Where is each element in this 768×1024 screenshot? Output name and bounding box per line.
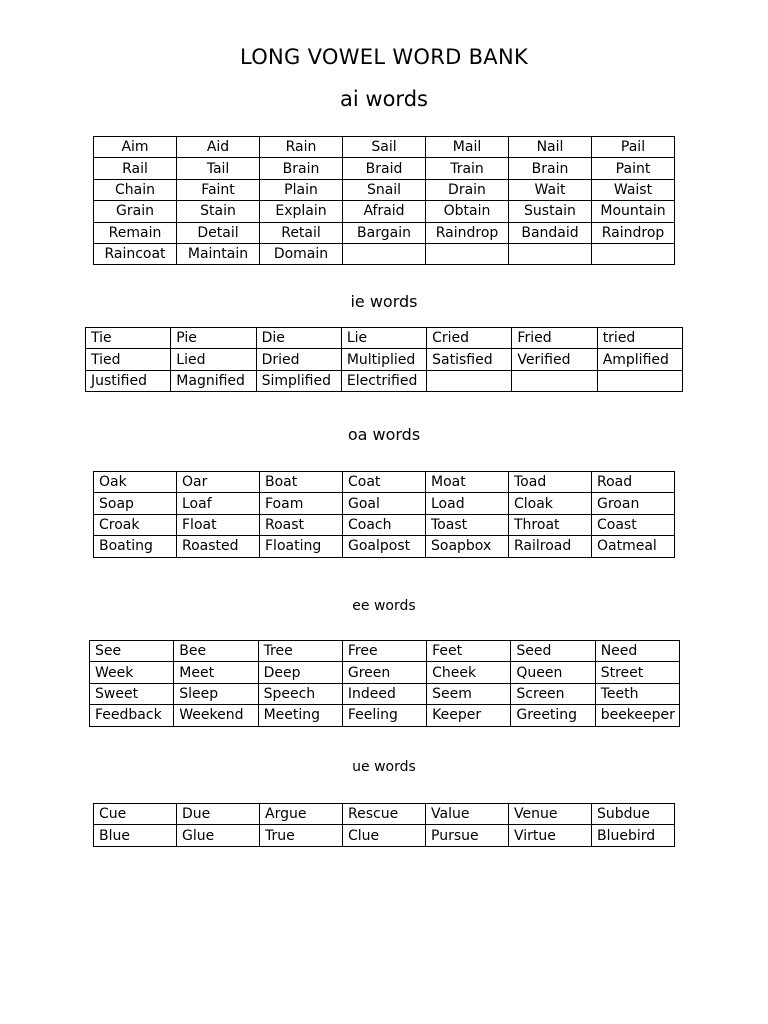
word-cell: Screen xyxy=(511,683,595,704)
word-cell: Domain xyxy=(260,243,343,264)
word-cell: Explain xyxy=(260,201,343,222)
word-cell: Dried xyxy=(256,349,341,370)
word-cell: Detail xyxy=(177,222,260,243)
ie-words-heading: ie words xyxy=(350,292,418,311)
word-cell xyxy=(343,243,426,264)
word-cell: Indeed xyxy=(342,683,426,704)
word-cell: Goalpost xyxy=(343,536,426,557)
word-cell: Boat xyxy=(260,472,343,493)
word-cell: Bandaid xyxy=(509,222,592,243)
table-row xyxy=(94,222,675,243)
word-cell: Magnified xyxy=(171,370,256,391)
word-cell: Pail xyxy=(592,137,675,158)
word-cell: Croak xyxy=(94,514,177,535)
ie-words-table xyxy=(85,327,683,392)
word-cell xyxy=(597,370,682,391)
word-cell: Load xyxy=(426,493,509,514)
table-row xyxy=(94,243,675,264)
word-cell: Virtue xyxy=(509,825,592,846)
table-row xyxy=(86,349,683,370)
word-cell: Tail xyxy=(177,158,260,179)
word-cell: Amplified xyxy=(597,349,682,370)
word-cell: Road xyxy=(592,472,675,493)
word-cell: Sustain xyxy=(509,201,592,222)
word-cell: True xyxy=(260,825,343,846)
word-cell: Cheek xyxy=(427,662,511,683)
word-cell: Argue xyxy=(260,804,343,825)
word-cell xyxy=(512,370,597,391)
word-cell: Bargain xyxy=(343,222,426,243)
word-cell: Afraid xyxy=(343,201,426,222)
word-cell: Remain xyxy=(94,222,177,243)
word-cell: Braid xyxy=(343,158,426,179)
table-row xyxy=(94,137,675,158)
word-cell: Retail xyxy=(260,222,343,243)
table-row xyxy=(90,705,680,726)
word-cell: Railroad xyxy=(509,536,592,557)
word-cell: Tree xyxy=(258,641,342,662)
word-cell: Street xyxy=(595,662,679,683)
word-cell: Cried xyxy=(427,328,512,349)
word-cell: Raindrop xyxy=(426,222,509,243)
ue-words-table xyxy=(93,803,675,847)
word-cell: Foam xyxy=(260,493,343,514)
table-row xyxy=(94,201,675,222)
word-cell: Subdue xyxy=(592,804,675,825)
word-cell: Greeting xyxy=(511,705,595,726)
table-row xyxy=(86,370,683,391)
word-cell: Justified xyxy=(86,370,171,391)
word-cell: Faint xyxy=(177,179,260,200)
word-cell: Bluebird xyxy=(592,825,675,846)
word-cell: Green xyxy=(342,662,426,683)
word-cell: Cloak xyxy=(509,493,592,514)
word-cell xyxy=(509,243,592,264)
word-cell: Deep xyxy=(258,662,342,683)
table-row xyxy=(90,683,680,704)
word-cell: Mountain xyxy=(592,201,675,222)
word-cell: Die xyxy=(256,328,341,349)
word-cell: Drain xyxy=(426,179,509,200)
word-cell: Glue xyxy=(177,825,260,846)
word-cell: Lied xyxy=(171,349,256,370)
word-cell: Grain xyxy=(94,201,177,222)
word-cell: Raindrop xyxy=(592,222,675,243)
word-cell: Lie xyxy=(341,328,426,349)
word-cell xyxy=(592,243,675,264)
word-cell: Wait xyxy=(509,179,592,200)
word-cell: Sweet xyxy=(90,683,174,704)
word-cell: Oar xyxy=(177,472,260,493)
ue-words-heading: ue words xyxy=(352,759,416,775)
word-cell: Groan xyxy=(592,493,675,514)
word-cell: Feet xyxy=(427,641,511,662)
word-cell: Value xyxy=(426,804,509,825)
word-cell: tried xyxy=(597,328,682,349)
word-cell: Maintain xyxy=(177,243,260,264)
word-cell: Clue xyxy=(343,825,426,846)
word-cell: Boating xyxy=(94,536,177,557)
word-cell: Keeper xyxy=(427,705,511,726)
word-cell: Venue xyxy=(509,804,592,825)
word-cell: Brain xyxy=(260,158,343,179)
word-cell: Teeth xyxy=(595,683,679,704)
page-title: LONG VOWEL WORD BANK xyxy=(239,45,529,69)
word-cell: Meet xyxy=(174,662,258,683)
ai-words-table xyxy=(93,136,675,265)
table-row xyxy=(90,641,680,662)
table-row xyxy=(90,662,680,683)
word-cell: Electrified xyxy=(341,370,426,391)
word-cell: Chain xyxy=(94,179,177,200)
word-cell: Simplified xyxy=(256,370,341,391)
word-cell: Due xyxy=(177,804,260,825)
word-cell: Throat xyxy=(509,514,592,535)
word-cell: Oak xyxy=(94,472,177,493)
word-cell: Roast xyxy=(260,514,343,535)
word-cell: Snail xyxy=(343,179,426,200)
word-cell: Train xyxy=(426,158,509,179)
word-cell: Floating xyxy=(260,536,343,557)
word-cell: Week xyxy=(90,662,174,683)
word-cell: Soap xyxy=(94,493,177,514)
word-cell: Weekend xyxy=(174,705,258,726)
word-cell: Speech xyxy=(258,683,342,704)
word-cell: Sleep xyxy=(174,683,258,704)
word-cell: Seem xyxy=(427,683,511,704)
table-row xyxy=(94,158,675,179)
word-cell: Toast xyxy=(426,514,509,535)
word-cell: Seed xyxy=(511,641,595,662)
table-row xyxy=(86,328,683,349)
word-cell: Rail xyxy=(94,158,177,179)
word-cell: Blue xyxy=(94,825,177,846)
word-cell: Float xyxy=(177,514,260,535)
word-cell: Bee xyxy=(174,641,258,662)
ai-words-heading: ai words xyxy=(340,87,428,111)
word-cell: beekeeper xyxy=(595,705,679,726)
word-cell: Tie xyxy=(86,328,171,349)
oa-words-table xyxy=(93,471,675,558)
word-cell: Loaf xyxy=(177,493,260,514)
table-row xyxy=(94,472,675,493)
table-row xyxy=(94,179,675,200)
word-cell: Need xyxy=(595,641,679,662)
word-cell: Goal xyxy=(343,493,426,514)
word-cell: Mail xyxy=(426,137,509,158)
word-cell: Sail xyxy=(343,137,426,158)
word-cell: Roasted xyxy=(177,536,260,557)
word-cell: See xyxy=(90,641,174,662)
word-cell: Moat xyxy=(426,472,509,493)
word-cell: Stain xyxy=(177,201,260,222)
word-cell: Nail xyxy=(509,137,592,158)
word-cell: Rescue xyxy=(343,804,426,825)
word-cell: Toad xyxy=(509,472,592,493)
word-cell: Coast xyxy=(592,514,675,535)
word-cell: Waist xyxy=(592,179,675,200)
word-cell: Feeling xyxy=(342,705,426,726)
ee-words-heading: ee words xyxy=(352,598,416,614)
table-row xyxy=(94,536,675,557)
word-cell: Cue xyxy=(94,804,177,825)
word-cell: Meeting xyxy=(258,705,342,726)
word-cell: Aid xyxy=(177,137,260,158)
word-cell: Coat xyxy=(343,472,426,493)
word-cell xyxy=(427,370,512,391)
table-row xyxy=(94,804,675,825)
table-row xyxy=(94,514,675,535)
word-cell: Coach xyxy=(343,514,426,535)
word-cell: Multiplied xyxy=(341,349,426,370)
word-cell: Fried xyxy=(512,328,597,349)
word-cell: Pie xyxy=(171,328,256,349)
word-cell: Soapbox xyxy=(426,536,509,557)
word-cell: Obtain xyxy=(426,201,509,222)
word-cell: Tied xyxy=(86,349,171,370)
table-row xyxy=(94,825,675,846)
word-cell: Free xyxy=(342,641,426,662)
word-cell: Verified xyxy=(512,349,597,370)
word-cell: Satisfied xyxy=(427,349,512,370)
word-cell: Paint xyxy=(592,158,675,179)
word-cell: Rain xyxy=(260,137,343,158)
word-cell: Aim xyxy=(94,137,177,158)
word-cell: Oatmeal xyxy=(592,536,675,557)
word-cell: Brain xyxy=(509,158,592,179)
word-cell: Queen xyxy=(511,662,595,683)
word-cell: Pursue xyxy=(426,825,509,846)
ee-words-table xyxy=(89,640,680,727)
oa-words-heading: oa words xyxy=(347,425,421,444)
word-cell: Plain xyxy=(260,179,343,200)
word-cell xyxy=(426,243,509,264)
table-row xyxy=(94,493,675,514)
word-cell: Feedback xyxy=(90,705,174,726)
word-cell: Raincoat xyxy=(94,243,177,264)
